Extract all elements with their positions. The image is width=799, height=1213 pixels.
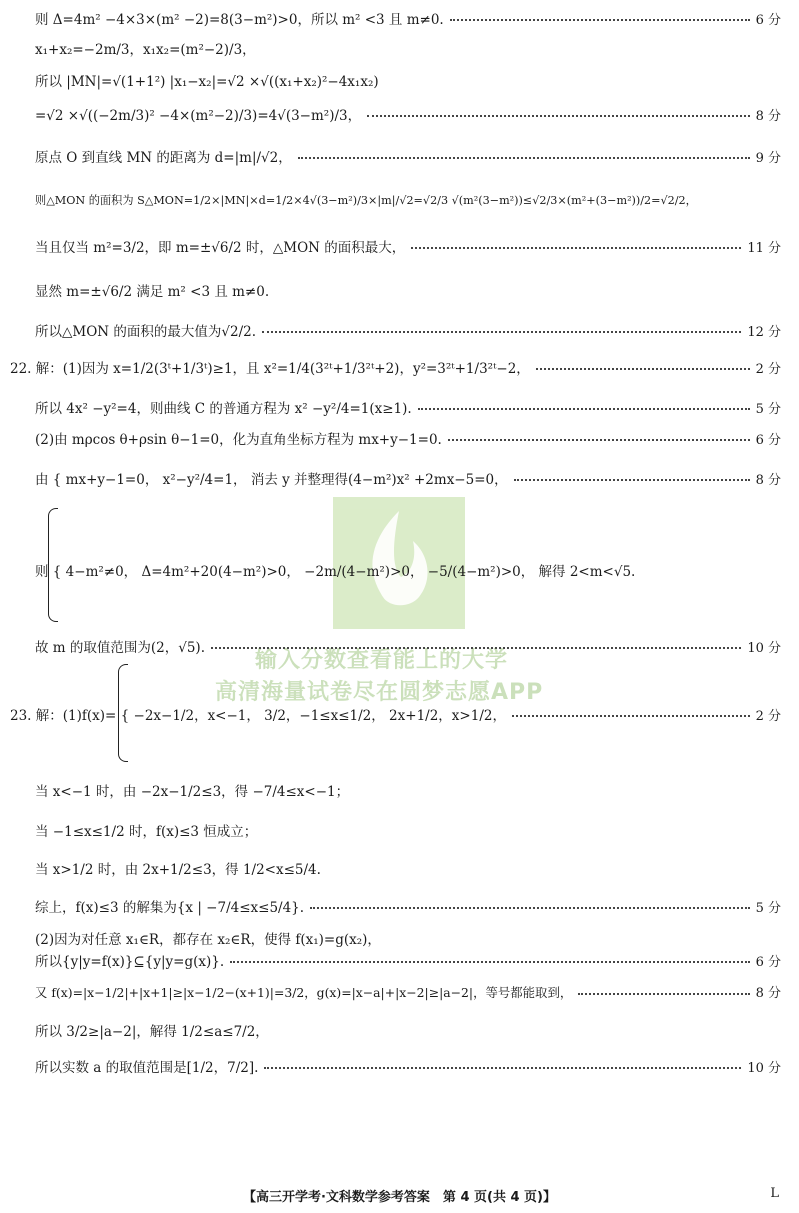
corner-mark: L: [770, 1186, 779, 1201]
score-label: 2 分: [755, 708, 781, 724]
dot-leader: [264, 1067, 741, 1069]
dot-leader: [578, 993, 749, 995]
dot-leader: [367, 115, 749, 117]
score-label: 6 分: [755, 432, 781, 448]
line-text: 则 { 4−m²≠0， Δ=4m²+20(4−m²)>0， −2m/(4−m²)>0， −5/(4−m²)>0， 解得 2<m<√5.: [35, 564, 636, 580]
line-text: 当 −1≤x≤1/2 时，f(x)≤3 恒成立；: [35, 824, 258, 840]
score-label: 8 分: [755, 986, 781, 1001]
answer-line: [35, 428, 781, 448]
answer-line: [35, 70, 781, 90]
line-text: 由 { mx+y−1=0， x²−y²/4=1， 消去 y 并整理得(4−m²)x² +2mx−5=0，: [35, 472, 508, 488]
score-label: 6 分: [755, 12, 781, 28]
line-text: 22. 解：(1)因为 x=1/2(3ᵗ+1/3ᵗ)≥1，且 x²=1/4(3²ᵗ+1/3²ᵗ+2)，y²=3²ᵗ+1/3²ᵗ−2，: [10, 361, 530, 377]
line-text: 当 x<−1 时，由 −2x−1/2≤3，得 −7/4≤x<−1；: [35, 784, 350, 800]
watermark-line-1: 输入分数查看能上的大学: [255, 648, 509, 673]
score-label: 8 分: [755, 108, 781, 124]
score-label: 8 分: [755, 472, 781, 488]
answer-line: [35, 1056, 781, 1076]
line-text: 综上，f(x)≤3 的解集为{x | −7/4≤x≤5/4}.: [35, 900, 305, 916]
line-text: x₁+x₂=−2m/3，x₁x₂=(m²−2)/3，: [35, 42, 256, 58]
answer-line: [35, 560, 781, 580]
score-label: 5 分: [755, 900, 781, 916]
answer-line: [35, 320, 781, 340]
dot-leader: [536, 368, 750, 370]
answer-line: [35, 950, 781, 970]
score-label: 12 分: [747, 324, 781, 340]
dot-leader: [230, 961, 749, 963]
score-label: 11 分: [747, 240, 781, 256]
score-label: 10 分: [747, 640, 781, 656]
answer-line: [35, 1020, 781, 1040]
dot-leader: [211, 647, 741, 649]
line-text: 显然 m=±√6/2 满足 m² <3 且 m≠0.: [35, 284, 270, 300]
answer-line: [35, 858, 781, 878]
line-text: 所以{y|y=f(x)}⊆{y|y=g(x)}.: [35, 954, 225, 970]
dot-leader: [262, 331, 741, 333]
answer-line: [35, 820, 781, 840]
score-label: 6 分: [755, 954, 781, 970]
dot-leader: [411, 247, 741, 249]
line-text: =√2 ×√((−2m/3)² −4×(m²−2)/3)=4√(3−m²)/3，: [35, 108, 362, 124]
line-text: 23. 解：(1)f(x)= { −2x−1/2，x<−1， 3/2，−1≤x≤1/2， 2x+1/2，x>1/2，: [10, 708, 506, 724]
line-text: 所以 4x² −y²=4，则曲线 C 的普通方程为 x² −y²/4=1(x≥1).: [35, 401, 412, 417]
watermark-line-2: 高清海量试卷尽在圆梦志愿APP: [215, 680, 544, 705]
dot-leader: [298, 157, 750, 159]
page-footer: 【高三开学考·文科数学参考答案 第 4 页(共 4 页)】: [242, 1190, 557, 1205]
dot-leader: [418, 408, 750, 410]
answer-line: [35, 8, 781, 28]
line-text: 又 f(x)=|x−1/2|+|x+1|≥|x−1/2−(x+1)|=3/2，g(x)=|x−a|+|x−2|≥|a−2|，等号都能取到，: [35, 984, 573, 1000]
answer-line: [35, 982, 781, 1001]
answer-line: [35, 468, 781, 488]
line-text: 则△MON 的面积为 S△MON=1/2×|MN|×d=1/2×4√(3−m²)/3×|m|/√2=√2/3 √(m²(3−m²))≤√2/3×(m²+(3−m²))/2=√2/2，: [35, 194, 697, 207]
score-label: 5 分: [755, 401, 781, 417]
answer-line: [35, 896, 781, 916]
dot-leader: [512, 715, 750, 717]
answer-line: [35, 192, 781, 208]
answer-line: [35, 397, 781, 417]
line-text: 所以实数 a 的取值范围是[1/2，7/2].: [35, 1060, 259, 1076]
dot-leader: [450, 19, 750, 21]
line-text: 原点 O 到直线 MN 的距离为 d=|m|/√2，: [35, 150, 292, 166]
answer-line: [35, 928, 781, 948]
line-text: 当且仅当 m²=3/2，即 m=±√6/2 时，△MON 的面积最大，: [35, 240, 406, 256]
answer-line: [35, 280, 781, 300]
line-text: 所以 |MN|=√(1+1²) |x₁−x₂|=√2 ×√((x₁+x₂)²−4x₁x₂): [35, 74, 379, 90]
answer-line: [35, 38, 781, 58]
line-text: 故 m 的取值范围为(2，√5).: [35, 640, 205, 656]
line-text: (2)由 mρcos θ+ρsin θ−1=0，化为直角坐标方程为 mx+y−1=0.: [35, 432, 442, 448]
answer-line: [35, 236, 781, 256]
answer-line: [10, 704, 781, 724]
answer-line: [35, 636, 781, 656]
line-text: (2)因为对任意 x₁∈R，都存在 x₂∈R，使得 f(x₁)=g(x₂)，: [35, 932, 381, 948]
line-text: 则 Δ=4m² −4×3×(m² −2)=8(3−m²)>0，所以 m² <3 且 m≠0.: [35, 12, 444, 28]
answer-line: [10, 357, 781, 377]
line-text: 当 x>1/2 时，由 2x+1/2≤3，得 1/2<x≤5/4.: [35, 862, 321, 878]
score-label: 9 分: [755, 150, 781, 166]
dot-leader: [310, 907, 750, 909]
score-label: 2 分: [755, 361, 781, 377]
score-label: 10 分: [747, 1060, 781, 1076]
answer-line: [35, 780, 781, 800]
line-text: 所以 3/2≥|a−2|，解得 1/2≤a≤7/2，: [35, 1024, 269, 1040]
dot-leader: [448, 439, 750, 441]
line-text: 所以△MON 的面积的最大值为√2/2.: [35, 324, 256, 340]
answer-line: [35, 104, 781, 124]
answer-line: [35, 146, 781, 166]
dot-leader: [514, 479, 750, 481]
